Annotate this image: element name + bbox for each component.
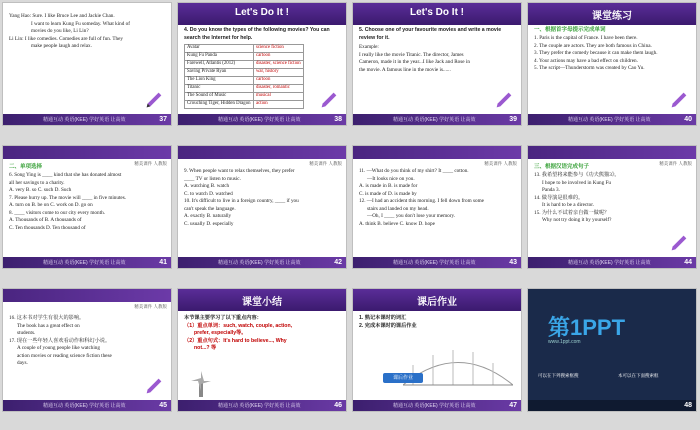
text-line: 12. —I had an accident this morning. I fell down from some	[359, 198, 484, 205]
text-line: A. watching B. watch	[184, 183, 230, 190]
slide-number: 45	[159, 402, 167, 409]
slide-text	[359, 315, 515, 330]
movie-table	[184, 44, 304, 109]
question-text: 5. Choose one of your favourite movies and write a movie review for it.	[359, 27, 502, 41]
text-line: 7. Please hurry up. The movie will ____ in five minutes.	[9, 194, 127, 201]
slide-number: 42	[334, 259, 342, 266]
slide-number: 43	[509, 259, 517, 266]
header-bar	[528, 146, 696, 159]
slide-text	[184, 168, 340, 228]
pen-icon	[143, 89, 165, 111]
slide-thumbnail-47[interactable]	[352, 288, 522, 412]
text-line: 14. 做导演是很难的。	[534, 194, 584, 201]
text-line: —It looks nice on you.	[367, 175, 415, 182]
slide-thumbnail-45[interactable]	[2, 288, 172, 412]
slide-text	[9, 13, 165, 51]
slide-number: 41	[159, 259, 167, 266]
slide-thumbnail-37[interactable]	[2, 2, 172, 126]
slide-thumbnail-48[interactable]	[527, 288, 697, 412]
table-row: Saving Private Ryan war, history	[185, 68, 304, 76]
text-line: I want to learn Kung Fu someday. What kind of	[31, 20, 130, 27]
text-line: 6. Song Ying is ____ kind that she has donated almost	[9, 171, 122, 178]
footer-bar	[3, 257, 171, 268]
pen-icon	[318, 89, 340, 111]
pen-icon	[668, 232, 690, 254]
slide-text	[534, 164, 690, 225]
footer-text: 精通互动 英语(KEE) 学好英语 让高效	[568, 260, 651, 266]
slide-thumbnail-40[interactable]	[527, 2, 697, 126]
footer-text: 精通互动 英语(KEE) 学好英语 让高效	[218, 260, 301, 266]
footer-text: 精通互动 英语(KEE) 学好英语 让高效	[43, 117, 126, 123]
slide-thumbnail-44[interactable]	[527, 145, 697, 269]
text-line: days.	[17, 360, 28, 367]
text-line: can't speak the language.	[184, 205, 236, 212]
windmill-icon	[186, 369, 216, 399]
slide-thumbnail-46[interactable]	[177, 288, 347, 412]
text-line: A. is made in B. is made for	[359, 183, 418, 190]
course-tag: 精美课件 人教版	[134, 304, 167, 309]
text-line: 2. 完成本课时的课后作业	[359, 322, 417, 329]
footer-bar	[353, 257, 521, 268]
text-line: students.	[17, 330, 36, 337]
footer-text: 精通互动 英语(KEE) 学好英语 让高效	[218, 403, 301, 409]
table-row: The Sound of Music musical	[185, 92, 304, 100]
course-tag: 精美课件 人教版	[134, 161, 167, 166]
footer-bar	[3, 114, 171, 125]
text-line: A. think B. believe C. know D. hope	[359, 220, 435, 227]
text-line: 5. The script—Thunderstorm was created by Cao Yu.	[534, 65, 645, 72]
footer-bar	[178, 114, 346, 125]
slide-number: 48	[684, 402, 692, 409]
text-line: not...? 等	[194, 345, 217, 352]
section-heading: 二、单项选择	[9, 164, 43, 170]
slide-text	[359, 168, 515, 228]
footer-text: 精通互动 英语(KEE) 学好英语 让高效	[43, 260, 126, 266]
text-line: 2. The couple are actors. They are both famous in China.	[534, 42, 652, 49]
text-line: C. usually D. especially	[184, 220, 234, 227]
slide-number: 37	[159, 116, 167, 123]
slide-number: 38	[334, 116, 342, 123]
footer-bar	[528, 400, 696, 411]
footer-bar	[178, 400, 346, 411]
text-line: C. Ten thousands D. Ten thousand of	[9, 224, 86, 231]
slide-text	[184, 27, 340, 109]
pen-icon	[668, 89, 690, 111]
slide-title: 课堂练习	[592, 11, 632, 22]
text-line: 13. 我希望将来能参与《功夫熊猫3》。	[534, 171, 620, 178]
footer-bar	[3, 400, 171, 411]
slide-text	[534, 27, 690, 73]
summary-intro: 本节课主要学习了以下重点内容：	[184, 315, 262, 321]
text-line: 9. When people want to relax themselves, they prefer	[184, 168, 295, 174]
text-line: Why not try doing it by yourself?	[542, 217, 612, 224]
question-text: 4. Do you know the types of the following movies? You can search the Internet for help.	[184, 27, 330, 41]
slide-thumbnail-41[interactable]	[2, 145, 172, 269]
text-line: A. turn on B. be on C. work on D. go on	[9, 202, 93, 209]
slide-number: 44	[684, 259, 692, 266]
slide-header	[353, 3, 521, 25]
text-line: 3. They prefer the comedy because it can make them laugh.	[534, 50, 658, 57]
slide-thumbnail-39[interactable]	[352, 2, 522, 126]
slide-header	[178, 3, 346, 25]
logo-background	[528, 289, 696, 411]
header-bar	[178, 146, 346, 159]
slide-title: Let's Do It !	[409, 7, 465, 18]
text-line: A. Thousands of B. A thousands of	[9, 217, 82, 224]
text-line: I really like the movie Titanic. The director, James	[359, 51, 464, 58]
table-row: Crouching Tiger, Hidden Dragon action	[185, 100, 304, 108]
footer-text: 精通互动 英语(KEE) 学好英语 让高效	[43, 403, 126, 409]
text-line: 1. Paris is the capital of France. I have been there.	[534, 34, 638, 41]
footer-text: 精通互动 英语(KEE) 学好英语 让高效	[218, 117, 301, 123]
site-logo: 第1PPT	[548, 315, 626, 340]
table-row: Farewell, Atlantis (2012) disaster, science fiction	[185, 60, 304, 68]
slide-thumbnail-38[interactable]	[177, 2, 347, 126]
info-text: 本可以在下面搜索框	[618, 373, 659, 378]
slide-title: 课堂小结	[242, 297, 282, 308]
text-line: （2）重点句式：It's hard to believe..., Why	[184, 337, 287, 344]
text-line: A. exactly B. naturally	[184, 213, 232, 220]
text-line: 17. 现在一些年轻人喜欢看动作和科幻小说。	[9, 337, 111, 344]
text-line: ____ TV or listen to music.	[184, 175, 241, 182]
footer-bar	[353, 114, 521, 125]
text-line: —Oh, I ____ you don't lose your memory.	[367, 213, 456, 220]
text-line: It is hard to be a director.	[542, 202, 595, 209]
text-line: 8. ____ visitors come to our city every month.	[9, 209, 105, 216]
text-line: stairs and landed on my head.	[367, 205, 429, 212]
text-line: A. very B. so C. such D. Such	[9, 187, 72, 194]
slide-text	[184, 315, 340, 353]
slide-number: 40	[684, 116, 692, 123]
text-line: Li Lin: I like comedies. Comedies are full of fun. They	[9, 35, 123, 42]
section-heading: 三、根据汉语完成句子	[534, 164, 590, 170]
text-line: the movie. A famous line in the movie is......	[359, 66, 451, 73]
footer-text: 精通互动 英语(KEE) 学好英语 让高效	[393, 117, 476, 123]
course-tag: 精美课件 人教版	[484, 161, 517, 166]
course-tag: 精美课件 人教版	[659, 161, 692, 166]
bridge-sketch-icon	[403, 335, 513, 395]
text-line: 10. It's difficult to live in a foreign country, ____ if you	[184, 198, 299, 205]
text-line: Yang Hao: Sure. I like Bruce Lee and Jackie Chan.	[9, 13, 115, 19]
text-line: 1. 熟记本课时的词汇	[359, 315, 407, 321]
slide-thumbnail-43[interactable]	[352, 145, 522, 269]
text-line: I hope to be involved in Kung Fu	[542, 179, 612, 186]
footer-bar	[353, 400, 521, 411]
slide-grid	[2, 2, 698, 428]
slide-title: 课后作业	[417, 297, 457, 308]
slide-number: 47	[509, 402, 517, 409]
homework-button[interactable]: 课后作业	[383, 373, 423, 383]
pen-icon	[493, 89, 515, 111]
table-row: The Lion King cartoon	[185, 76, 304, 84]
table-row: Avatar science fiction	[185, 45, 304, 53]
pen-icon	[143, 375, 165, 397]
course-tag: 精美课件 人教版	[309, 161, 342, 166]
slide-title: Let's Do It !	[234, 7, 290, 18]
slide-text	[359, 27, 515, 74]
text-line: A couple of young people like watching	[17, 345, 100, 352]
slide-text	[9, 315, 165, 368]
slide-text	[9, 164, 165, 232]
section-heading: 一、根据首字母提示完成单词	[534, 27, 606, 33]
text-line: The book has a great effect on	[17, 322, 80, 329]
footer-bar	[178, 257, 346, 268]
text-line: 16. 这本书对学生有很大的影响。	[9, 315, 85, 321]
footer-text: 精通互动 英语(KEE) 学好英语 让高效	[393, 260, 476, 266]
footer-bar	[528, 257, 696, 268]
header-bar	[353, 146, 521, 159]
slide-header	[353, 289, 521, 311]
example-label: Example:	[359, 44, 379, 51]
text-line: C. to watch D. watched	[184, 190, 233, 197]
text-line: Cameron, made it in the year...I like Jack and Rose in	[359, 59, 470, 66]
text-line: （1）重点单词：such, watch, couple, action,	[184, 322, 293, 329]
text-line: make people laugh and relax.	[31, 43, 92, 50]
site-url: www.1ppt.com	[548, 339, 581, 345]
text-line: 11. —What do you think of my shirt? It ____ cotton.	[359, 168, 469, 174]
table-row: Kung Fu Panda cartoon	[185, 53, 304, 61]
text-line: 4. Your actions may have a bad effect on children.	[534, 57, 638, 64]
info-text: 可以在下列搜索框搜	[538, 373, 579, 378]
slide-thumbnail-42[interactable]	[177, 145, 347, 269]
text-line: C. is made of D. is made by	[359, 190, 417, 197]
text-line: prefer, especially等。	[194, 330, 247, 337]
text-line: all her savings to a charity.	[9, 179, 65, 186]
slide-number: 46	[334, 402, 342, 409]
slide-header	[528, 3, 696, 25]
text-line: movies do you like, Li Lin?	[31, 28, 89, 35]
text-line: Panda 3.	[542, 187, 560, 194]
header-bar	[3, 146, 171, 159]
table-row: Titanic disaster, romantic	[185, 84, 304, 92]
text-line: 15. 为什么不试着亲自做一做呢？	[534, 209, 610, 216]
slide-number: 39	[509, 116, 517, 123]
footer-bar	[528, 114, 696, 125]
footer-text: 精通互动 英语(KEE) 学好英语 让高效	[393, 403, 476, 409]
text-line: action movies or reading science fiction these	[17, 352, 112, 359]
slide-header	[178, 289, 346, 311]
footer-text: 精通互动 英语(KEE) 学好英语 让高效	[568, 117, 651, 123]
header-bar	[3, 289, 171, 302]
